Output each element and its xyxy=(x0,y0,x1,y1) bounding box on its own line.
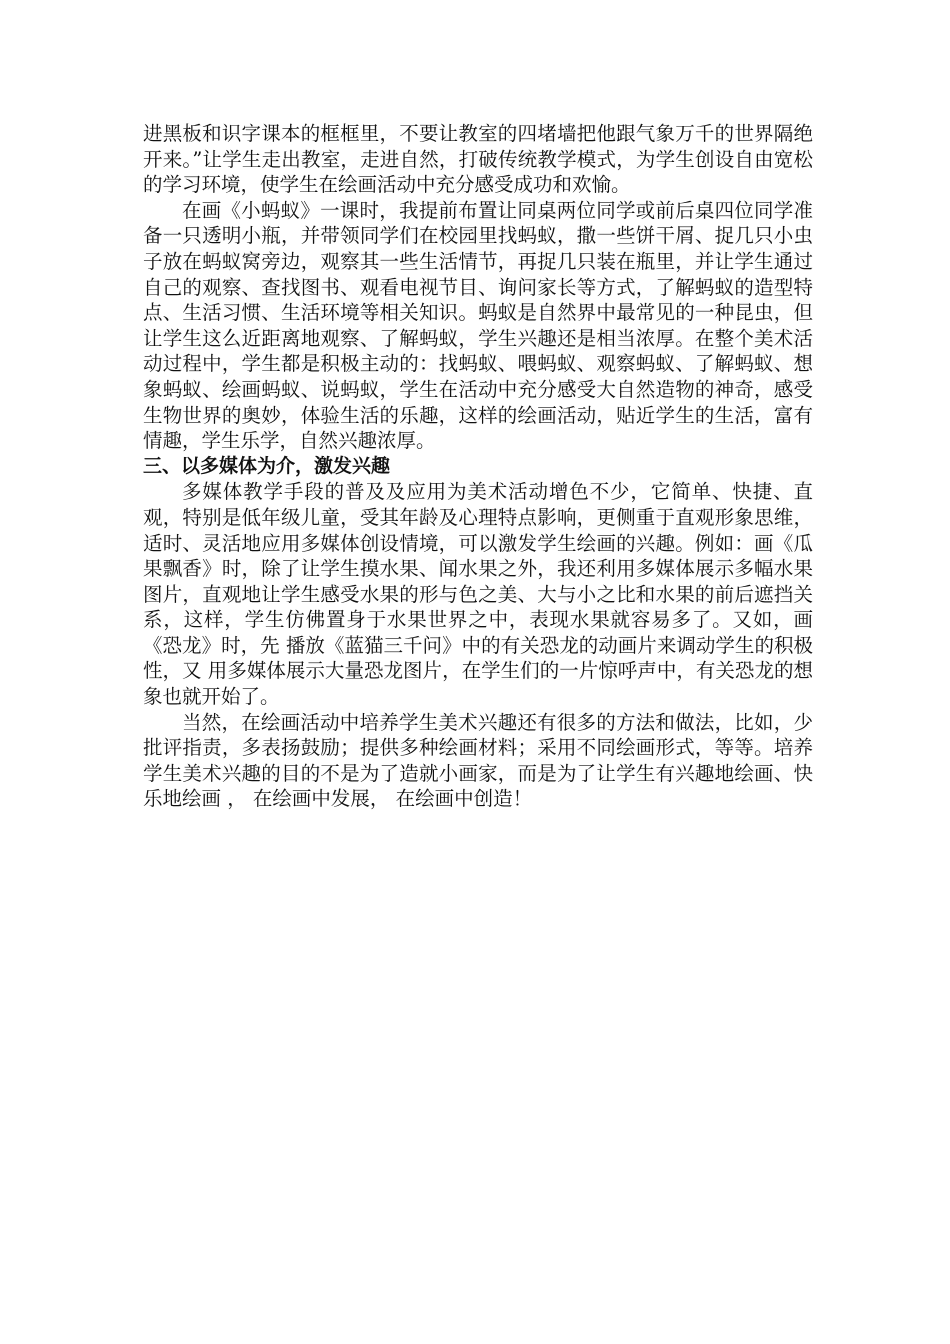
paragraph-multimedia: 多媒体教学手段的普及及应用为美术活动增色不少，它简单、快捷、直观，特别是低年级儿童，受其年龄及心理特点影响，更侧重于直观形象思维，适时、灵活地应用多媒体创设情境，可以激发学生绘画的兴趣。例如：画《瓜果飘香》时，除了让学生摸水果、闻水果之外，我还利用多媒体展示多幅水果图片，直观地让学生感受水果的形与色之美、大与小之比和水果的前后遮挡关系，这样，学生仿佛置身于水果世界之中，表现水果就容易多了。又如，画《恐龙》时，先 播放《蓝猫三千问》中的有关恐龙的动画片来调动学生的积极性，又 用多媒体展示大量恐龙图片，在学生们的一片惊呼声中，有关恐龙的想象也就开始了。 xyxy=(143,480,813,709)
paragraph-conclusion: 当然，在绘画活动中培养学生美术兴趣还有很多的方法和做法，比如，少批评指责，多表扬鼓励；提供多种绘画材料；采用不同绘画形式，等等。培养学生美术兴趣的目的不是为了造就小画家，而是为了让学生有兴趣地绘画、快乐地绘画 ， 在绘画中发展， 在绘画中创造！ xyxy=(143,710,813,811)
section-heading-multimedia: 三、以多媒体为介，激发兴趣 xyxy=(143,454,391,477)
paragraph-continuation: 进黑板和识字课本的框框里，不要让教室的四堵墙把他跟气象万千的世界隔绝开来。”让学生走出教室，走进自然，打破传统教学模式，为学生创设自由宽松的学习环境，使学生在绘画活动中充分感受成功和欢愉。 xyxy=(143,122,813,197)
paragraph-ant-lesson: 在画《小蚂蚁》一课时，我提前布置让同桌两位同学或前后桌四位同学准备一只透明小瓶，并带领同学们在校园里找蚂蚁，撒一些饼干屑、捉几只小虫子放在蚂蚁窝旁边，观察其一些生活情节，再捉几只装在瓶里，并让学生通过自己的观察、查找图书、观看电视节目、询问家长等方式，了解蚂蚁的造型特点、生活习惯、生活环境等相关知识。蚂蚁是自然界中最常见的一种昆虫，但让学生这么近距离地观察、了解蚂蚁，学生兴趣还是相当浓厚。在整个美术活动过程中，学生都是积极主动的：找蚂蚁、喂蚂蚁、观察蚂蚁、了解蚂蚁、想象蚂蚁、绘画蚂蚁、说蚂蚁，学生在活动中充分感受大自然造物的神奇，感受生物世界的奥妙，体验生活的乐趣，这样的绘画活动，贴近学生的生活，富有情趣，学生乐学，自然兴趣浓厚。 xyxy=(143,198,813,453)
document-body xyxy=(143,121,813,812)
